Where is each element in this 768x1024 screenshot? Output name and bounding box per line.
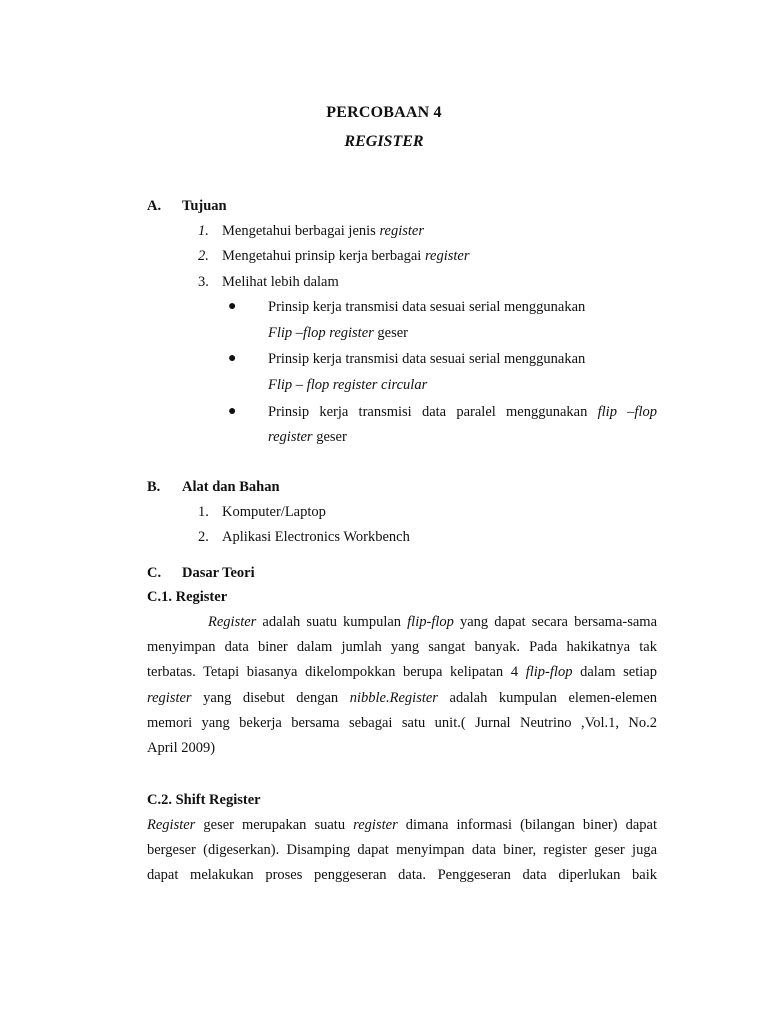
list-item: Aplikasi Electronics Workbench [222, 529, 410, 545]
paragraph-line: memori yang bekerja bersama sebagai satu unit.( Jurnal Neutrino ,Vol.1, No.2 [147, 715, 657, 731]
paragraph-line: Register geser merupakan suatu register dimana informasi (bilangan biner) dapat [147, 817, 657, 833]
paragraph-line: menyimpan data biner dalam jumlah yang sangat banyak. Pada hakikatnya tak [147, 639, 657, 655]
list-item: Mengetahui berbagai jenis register [222, 223, 425, 239]
section-b-letter: B. [147, 479, 161, 495]
paragraph-line: Register adalah suatu kumpulan flip-flop yang dapat secara bersama-sama [208, 614, 658, 630]
list-item: Komputer/Laptop [222, 504, 326, 520]
paragraph-line: April 2009) [147, 740, 216, 756]
list-number: 2. [198, 248, 209, 264]
paragraph-line: terbatas. Tetapi biasanya dikelompokkan berupa kelipatan 4 flip-flop dalam setiap [147, 664, 657, 680]
section-c-heading: Dasar Teori [182, 565, 255, 581]
bullet-icon: ● [228, 299, 237, 314]
subsection-heading: C.2. Shift Register [147, 792, 261, 808]
bullet-icon: ● [228, 351, 237, 366]
paragraph-line: dapat melakukan proses penggeseran data. Penggeseran data diperlukan baik [147, 867, 657, 883]
bullet-line: Flip – flop register circular [268, 377, 428, 393]
section-b-heading: Alat dan Bahan [182, 479, 280, 495]
list-number: 3. [198, 274, 209, 290]
bullet-line: register geser [268, 429, 347, 445]
bullet-line: Prinsip kerja transmisi data sesuai serial menggunakan [268, 299, 586, 315]
bullet-line: Flip –flop register geser [268, 325, 409, 341]
section-c-letter: C. [147, 565, 162, 581]
section-a-letter: A. [147, 198, 162, 214]
list-number: 1. [198, 504, 209, 520]
list-item: Melihat lebih dalam [222, 274, 339, 290]
paragraph-line: bergeser (digeserkan). Disamping dapat menyimpan data biner, register geser juga [147, 842, 657, 858]
list-number: 2. [198, 529, 209, 545]
list-item: Mengetahui prinsip kerja berbagai register [222, 248, 470, 264]
page-title: PERCOBAAN 4 [326, 104, 442, 121]
bullet-line: Prinsip kerja transmisi data paralel menggunakan flip –flop [268, 404, 657, 420]
section-a-heading: Tujuan [182, 198, 227, 214]
bullet-icon: ● [228, 404, 237, 419]
paragraph-line: register yang disebut dengan nibble.Register adalah kumpulan elemen-elemen [147, 690, 658, 706]
bullet-line: Prinsip kerja transmisi data sesuai serial menggunakan [268, 351, 586, 367]
page-subtitle: REGISTER [344, 133, 424, 150]
list-number: 1. [198, 223, 209, 239]
subsection-heading: C.1. Register [147, 589, 228, 605]
